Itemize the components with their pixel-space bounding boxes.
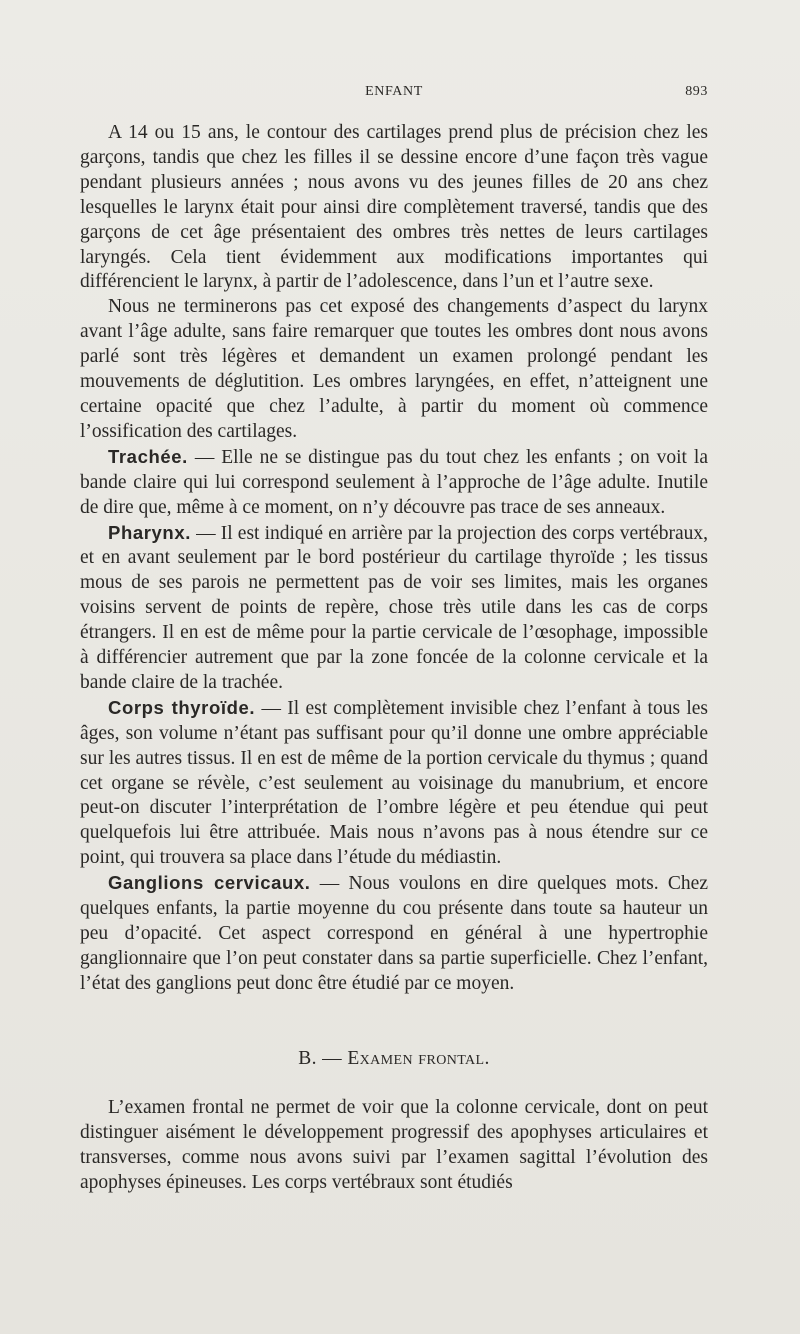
heading-lymph-nodes: Ganglions cervicaux. <box>108 872 311 894</box>
text-pharynx: — Il est indiqué en arrière par la projection des corps vertébraux, et en avant seulement par le bord postérieur du cartilage thyroïde ; les tissus mous de ses parois ne permettent pas de voir ses limites, mais les organes voisins servent de points de repère, chose très utile dans les cas de corps étrangers. Il en est de même pour la partie cervicale de l’œsophage, impossible à différencier autrement que par la zone foncée de la colonne cervicale et la bande claire de la trachée. <box>80 522 708 693</box>
paragraph-trachea <box>80 445 708 521</box>
paragraph-lymph-nodes <box>80 871 708 997</box>
page-number: 893 <box>685 84 708 99</box>
paragraph-larynx-age: A 14 ou 15 ans, le contour des cartilages prend plus de précision chez les garçons, tandis que chez les filles il se dessine encore d’une façon très vague pendant plusieurs années ; nous avons vu des jeunes filles de 20 ans chez lesquelles le larynx était pour ainsi dire complètement traversé, tandis que des garçons de cet âge présentaient des ombres très nettes de leurs cartilages laryngés. Cela tient évidemment aux modifications importantes qui différencient le larynx, à partir de l’adolescence, dans l’un et l’autre sexe. <box>80 122 708 293</box>
section-title-frontal-exam: B. — Examen frontal. <box>298 1048 490 1069</box>
running-head <box>80 84 708 104</box>
paragraph-frontal-exam: L’examen frontal ne permet de voir que la colonne cervicale, dont on peut distinguer aisément le développement progressif des apophyses articulaires et transverses, comme nous avons suivi par l’examen sagittal l’évolution des apophyses épineuses. Les corps vertébraux sont étudiés <box>80 1097 708 1193</box>
heading-pharynx: Pharynx. <box>108 521 191 543</box>
frontal-exam-text <box>80 1096 708 1196</box>
paragraph-pharynx <box>80 521 708 696</box>
paragraph-thyroid <box>80 696 708 871</box>
text-thyroid: — Il est complètement invisible chez l’enfant à tous les âges, son volume n’étant pas suffisant pour qu’il donne une ombre appréciable sur les autres tissus. Il en est de même de la portion cervicale du thymus ; quand cet organe se révèle, c’est seulement au voisinage du manubrium, et encore peut-on discuter l’interprétation de l’ombre légère et peu étendue qui peut quelquefois lui être attribuée. Mais nous n’avons pas à nous étendre sur ce point, qui trouvera sa place dans l’étude du médiastin. <box>80 697 708 869</box>
paragraph-larynx-adult: Nous ne terminerons pas cet exposé des changements d’aspect du larynx avant l’âge adulte, sans faire remarquer que toutes les ombres dont nous avons parlé sont très légères et demandent un examen prolongé pendant les mouvements de déglutition. Les ombres laryngées, en effet, n’atteignent une certaine opacité que chez l’adulte, à partir du moment où commence l’ossification des cartilages. <box>80 296 708 442</box>
body-text <box>80 121 708 997</box>
text-trachea: — Elle ne se distingue pas du tout chez les enfants ; on voit la bande claire qui lui correspond seulement à l’approche de l’âge adulte. Inutile de dire que, même à ce moment, on n’y découvre pas trace de ses anneaux. <box>80 446 708 518</box>
heading-thyroid: Corps thyroïde. <box>108 696 256 718</box>
heading-trachea: Trachée. <box>108 445 188 467</box>
text-lymph-nodes: — Nous voulons en dire quelques mots. Chez quelques enfants, la partie moyenne du cou présente dans toute sa hauteur un peu d’opacité. Cet aspect correspond en général à une hypertrophie ganglionnaire que l’on peut constater dans sa partie superficielle. Chez l’enfant, l’état des ganglions peut donc être étudié par ce moyen. <box>80 873 708 994</box>
running-title: ENFANT <box>365 84 423 99</box>
